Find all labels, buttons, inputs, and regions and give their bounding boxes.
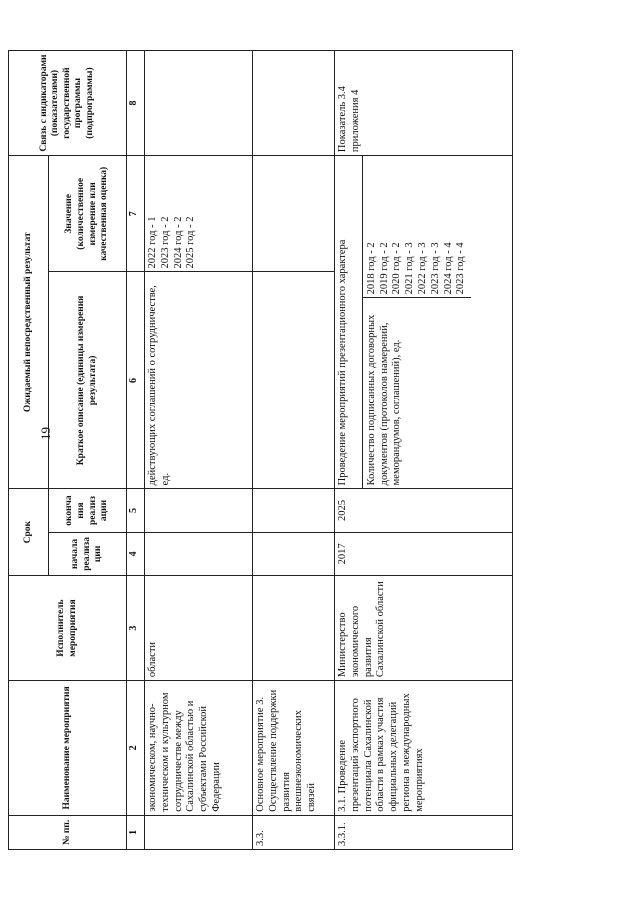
column-number: 6 <box>127 272 145 489</box>
column-number: 7 <box>127 156 145 272</box>
row-end <box>253 489 335 532</box>
row-executor: области <box>145 576 253 681</box>
program-table <box>8 50 513 850</box>
row-description-2: Количество подписанных договорных документов (протоколов намерений, меморандумов, соглашений), ед. <box>365 314 403 486</box>
row-start: 2017 <box>335 532 513 575</box>
description-block-2 <box>362 156 471 488</box>
table-row <box>145 51 253 850</box>
row-values <box>363 156 471 298</box>
row-description <box>253 272 335 489</box>
header-result-value: Значение (количественное измерение или качественная оценка) <box>49 156 127 272</box>
row-number: 3.3. <box>253 815 335 849</box>
header-col-executor: Исполнитель мероприятия <box>9 576 127 681</box>
row-description: действующих соглашений о сотрудничестве, ед. <box>145 272 253 489</box>
value-line: 2023 год - 3 <box>429 242 441 295</box>
table-row <box>335 51 513 850</box>
value-line: 2019 год - 2 <box>378 242 390 295</box>
row-link <box>145 51 253 156</box>
column-number: 2 <box>127 681 145 816</box>
header-col-name: Наименование мероприятия <box>9 681 127 816</box>
value-line: 2023 год - 4 <box>455 242 467 295</box>
header-term-end: оконча ния реализ ации <box>49 489 127 532</box>
header-col-link: Связь с индикаторами (показателями) государственной программы (подпрограммы) <box>9 51 127 156</box>
value-line: 2024 год - 2 <box>172 216 184 269</box>
rotated-table-wrapper <box>8 50 467 850</box>
row-description <box>335 156 513 489</box>
value-line: 2022 год - 3 <box>416 242 428 295</box>
table-row <box>253 51 335 850</box>
row-values <box>253 156 335 272</box>
column-number: 5 <box>127 489 145 532</box>
row-start <box>253 532 335 575</box>
row-executor: Министерство экономического развития Сахалинской области <box>335 576 513 681</box>
row-end <box>145 489 253 532</box>
value-line: 2023 год - 2 <box>159 216 171 269</box>
row-description-1: Проведение мероприятий презентационного характера <box>337 239 348 486</box>
value-line: 2021 год - 3 <box>404 242 416 295</box>
row-link: Показатель 3.4 приложения 4 <box>335 51 513 156</box>
value-line: 2022 год - 1 <box>147 216 158 269</box>
header-col-number: № пп. <box>9 815 127 849</box>
row-number <box>145 815 253 849</box>
column-number: 8 <box>127 51 145 156</box>
value-line: 2025 год - 2 <box>185 216 197 269</box>
value-line: 2018 год - 2 <box>365 242 377 295</box>
header-result-desc: Краткое описание (единицы измерения результата) <box>49 272 127 489</box>
value-line: 2024 год - 4 <box>442 242 454 295</box>
description-block-1 <box>335 156 352 488</box>
row-name: Основное мероприятие 3. Осуществление поддержки развития внешнеэкономических связей <box>253 681 335 816</box>
row-end: 2025 <box>335 489 513 532</box>
header-result-group: Ожидаемый непосредственный результат <box>9 156 49 489</box>
column-number: 4 <box>127 532 145 575</box>
row-number: 3.3.1. <box>335 815 513 849</box>
row-values <box>145 156 253 272</box>
header-term-group: Срок <box>9 489 49 576</box>
column-number: 3 <box>127 576 145 681</box>
row-start <box>145 532 253 575</box>
row-name: 3.1. Проведение презентаций экспортного потенциала Сахалинской области в рамках участия официальных делегаций региона в международных мероприятиях <box>335 681 513 816</box>
page-number: 19 <box>38 427 53 440</box>
row-executor <box>253 576 335 681</box>
column-number: 1 <box>127 815 145 849</box>
row-link <box>253 51 335 156</box>
header-term-start: начала реализа ции <box>49 532 127 575</box>
value-line: 2020 год - 2 <box>391 242 403 295</box>
row-name: экономическом, научно-техническом и культурном сотрудничестве между Сахалинской областью и субъектами Российской Федерации <box>145 681 253 816</box>
